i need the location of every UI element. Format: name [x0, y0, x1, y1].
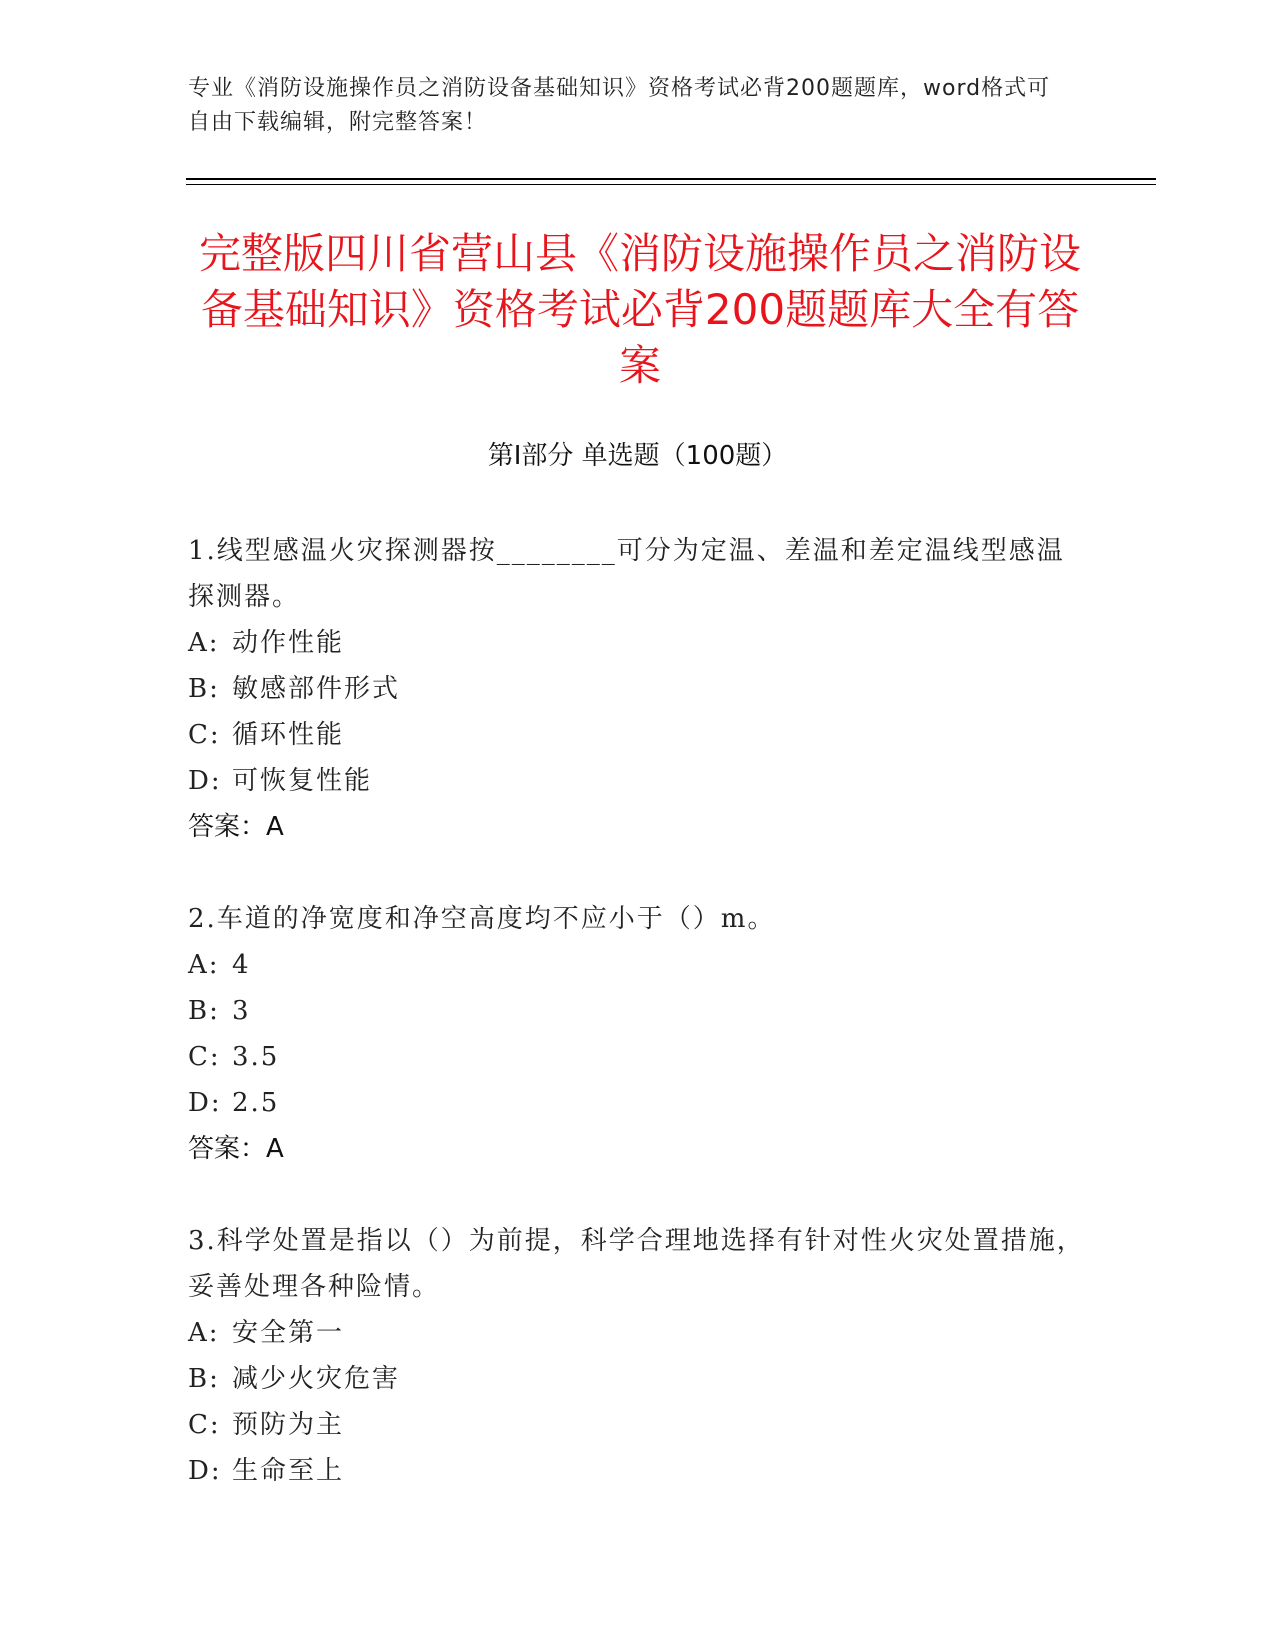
question-list: [188, 528, 1088, 1540]
option-text: 敏感部件形式: [232, 674, 401, 704]
option-a: [188, 1310, 1088, 1356]
header-divider-thick: [186, 178, 1156, 180]
option-letter: A:: [188, 628, 220, 658]
section-title: 第I部分 单选题（100题）: [487, 441, 788, 471]
option-letter: B:: [188, 1364, 220, 1394]
option-text: 4: [232, 950, 251, 980]
header-divider-thin: [186, 184, 1156, 185]
question-stem: 1.线型感温火灾探测器按________可分为定温、差温和差定温线型感温探测器。: [188, 536, 1065, 612]
option-d: [188, 1448, 1088, 1494]
option-letter: D:: [188, 766, 222, 796]
option-letter: A:: [188, 950, 220, 980]
option-a: [188, 620, 1088, 666]
option-letter: B:: [188, 996, 220, 1026]
option-letter: A:: [188, 1318, 220, 1348]
option-letter: D:: [188, 1088, 222, 1118]
question-2: [188, 896, 1088, 1172]
option-letter: C:: [188, 1042, 221, 1072]
option-letter: D:: [188, 1456, 222, 1486]
question-stem: 2.车道的净宽度和净空高度均不应小于（）m。: [188, 904, 776, 934]
document-title: 完整版四川省营山县《消防设施操作员之消防设备基础知识》资格考试必背200题题库大全有答案: [198, 229, 1081, 390]
option-text: 动作性能: [232, 628, 345, 658]
page-header: 专业《消防设施操作员之消防设备基础知识》资格考试必背200题题库，word格式可自由下载编辑，附完整答案！: [188, 76, 1051, 135]
option-text: 安全第一: [232, 1318, 345, 1348]
option-a: [188, 942, 1088, 988]
option-letter: C:: [188, 720, 221, 750]
option-b: [188, 988, 1088, 1034]
answer-line: 答案：A: [188, 812, 284, 842]
option-text: 3.5: [232, 1042, 280, 1072]
option-text: 预防为主: [232, 1410, 345, 1440]
option-text: 3: [232, 996, 251, 1026]
option-b: [188, 666, 1088, 712]
option-c: [188, 712, 1088, 758]
option-c: [188, 1402, 1088, 1448]
option-d: [188, 1080, 1088, 1126]
option-d: [188, 758, 1088, 804]
question-3: [188, 1218, 1088, 1494]
option-letter: B:: [188, 674, 220, 704]
option-text: 减少火灾危害: [232, 1364, 401, 1394]
question-stem: 3.科学处置是指以（）为前提，科学合理地选择有针对性火灾处置措施，妥善处理各种险情。: [188, 1226, 1085, 1302]
question-1: [188, 528, 1088, 850]
option-text: 循环性能: [232, 720, 345, 750]
option-b: [188, 1356, 1088, 1402]
option-letter: C:: [188, 1410, 221, 1440]
answer-line: 答案：A: [188, 1134, 284, 1164]
option-text: 2.5: [232, 1088, 280, 1118]
option-text: 生命至上: [232, 1456, 345, 1486]
option-text: 可恢复性能: [232, 766, 373, 796]
option-c: [188, 1034, 1088, 1080]
